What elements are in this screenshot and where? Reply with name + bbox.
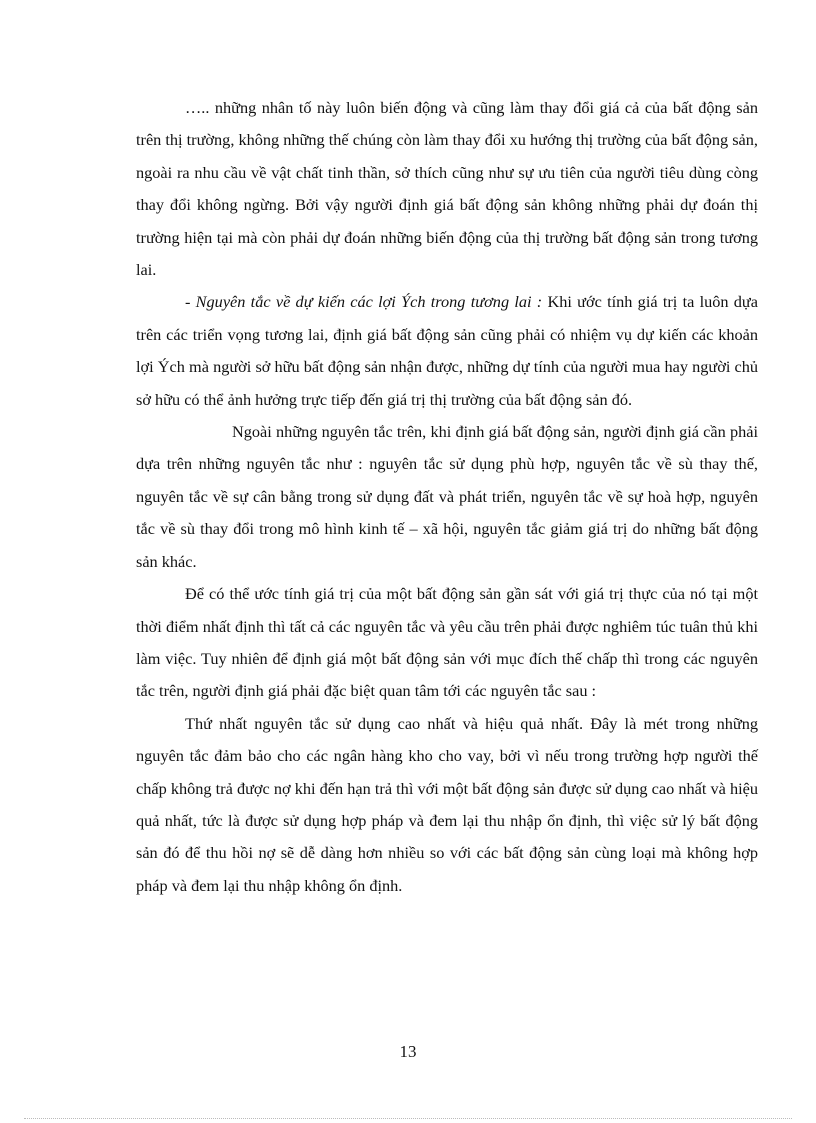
paragraph-text: Ngoài những nguyên tắc trên, khi định giá bất động sản, người định giá cần phải dựa trên những nguyên tắc như : nguyên tắc sử dụng phù hợp, nguyên tắc về sù thay thế, nguyên tắc về sự cân bằng trong sử dụng đất và phát triển, nguyên tắc về sự hoà hợp, nguyên tắc về sù thay đổi trong mô hình kinh tế – xã hội, nguyên tắc giảm giá trị do những bất động sản khác. — [136, 422, 758, 571]
paragraph-future-benefits — [136, 286, 758, 416]
paragraph-mortgage-valuation — [136, 578, 758, 708]
page-number: 13 — [399, 1042, 417, 1061]
paragraph-text: Thứ nhất nguyên tắc sử dụng cao nhất và hiệu quả nhất. Đây là mét trong những nguyên tắc đảm bảo cho các ngân hàng kho cho vay, bởi vì nếu trong trường hợp người thế chấp không trả được nợ khi đến hạn trả thì với một bất động sản được sử dụng cao nhất và hiệu quả nhất, tức là được sử dụng hợp pháp và đem lại thu nhập ổn định, thì việc sử lý bất động sản đó để thu hồi nợ sẽ dễ dàng hơn nhiều so với các bất động sản cùng loại mà không hợp pháp và đem lại thu nhập không ổn định. — [136, 713, 758, 895]
paragraph-text: Để có thể ước tính giá trị của một bất động sản gần sát với giá trị thực của nó tại một thời điểm nhất định thì tất cả các nguyên tắc và yêu cầu trên phải được nghiêm túc tuân thủ khi làm việc. Tuy nhiên để định giá một bất động sản với mục đích thế chấp thì trong các nguyên tắc trên, người định giá phải đặc biệt quan tâm tới các nguyên tắc sau : — [136, 584, 758, 701]
document-body — [136, 92, 758, 902]
principle-heading: - Nguyên tắc về dự kiến các lợi Ých trong tương lai : — [185, 292, 543, 312]
paragraph-text: Khi ước tính giá trị ta luôn dựa trên các triển vọng tương lai, định giá bất động sản cũng phải có nhiệm vụ dự kiến các khoản lợi Ých mà người sở hữu bất động sản nhận được, những dự tính của người mua hay người chủ sở hữu có thể ảnh hưởng trực tiếp đến giá trị thị trường của bất động sản đó. — [136, 292, 758, 409]
paragraph-text: ….. những nhân tố này luôn biến động và cũng làm thay đổi giá cả của bất động sản trên thị trường, không những thế chúng còn làm thay đổi xu hướng thị trường của bất động sản, ngoài ra nhu cầu về vật chất tinh thần, sở thích cũng như sự ưu tiên của người tiêu dùng còng thay đổi không ngừng. Bởi vậy người định giá bất động sản không những phải dự đoán thị trường hiện tại mà còn phải dự đoán những biến động của thị trường bất động sản trong tương lai. — [136, 98, 758, 280]
page-bottom-divider — [24, 1118, 792, 1119]
paragraph-highest-best-use — [136, 708, 758, 902]
paragraph-other-principles — [136, 416, 758, 578]
paragraph-market-factors — [136, 92, 758, 286]
